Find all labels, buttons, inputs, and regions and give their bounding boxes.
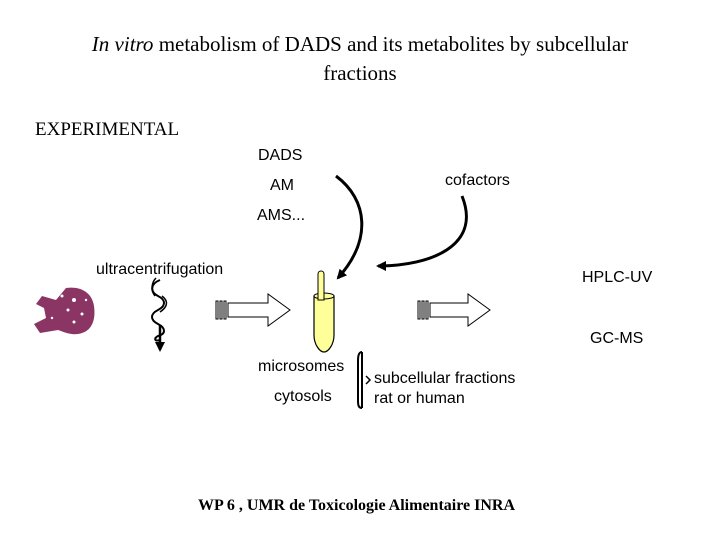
label-ams: AMS... [257, 207, 306, 224]
label-subcellular-fractions: subcellular fractions [374, 370, 516, 387]
label-hplc-uv: HPLC-UV [582, 269, 653, 286]
substrate-arrow [336, 176, 362, 278]
label-am: AM [270, 177, 294, 194]
label-cytosols: cytosols [274, 388, 332, 405]
section-label: EXPERIMENTAL [35, 119, 180, 140]
label-cofactors: cofactors [445, 172, 510, 189]
liver-icon [34, 288, 94, 335]
page-title [0, 30, 720, 88]
label-gc-ms: GC-MS [590, 330, 644, 347]
process-arrow-1 [216, 294, 290, 326]
title-italic: In vitro [91, 32, 154, 56]
fraction-bracket [358, 352, 370, 408]
label-microsomes: microsomes [258, 358, 345, 375]
title-line-2: fractions [323, 61, 397, 85]
label-ultracentrifugation: ultracentrifugation [96, 261, 224, 278]
cofactors-arrow [378, 196, 466, 266]
footer-credit: WP 6 , UMR de Toxicologie Alimentaire INRA [198, 497, 516, 514]
title-rest: metabolism of DADS and its metabolites by subcellular [153, 32, 629, 56]
centrifugation-spiral-icon [152, 278, 166, 350]
label-dads: DADS [258, 147, 303, 164]
test-tube-icon [314, 271, 334, 352]
process-arrow-2 [418, 294, 490, 326]
label-rat-or-human: rat or human [374, 390, 465, 407]
